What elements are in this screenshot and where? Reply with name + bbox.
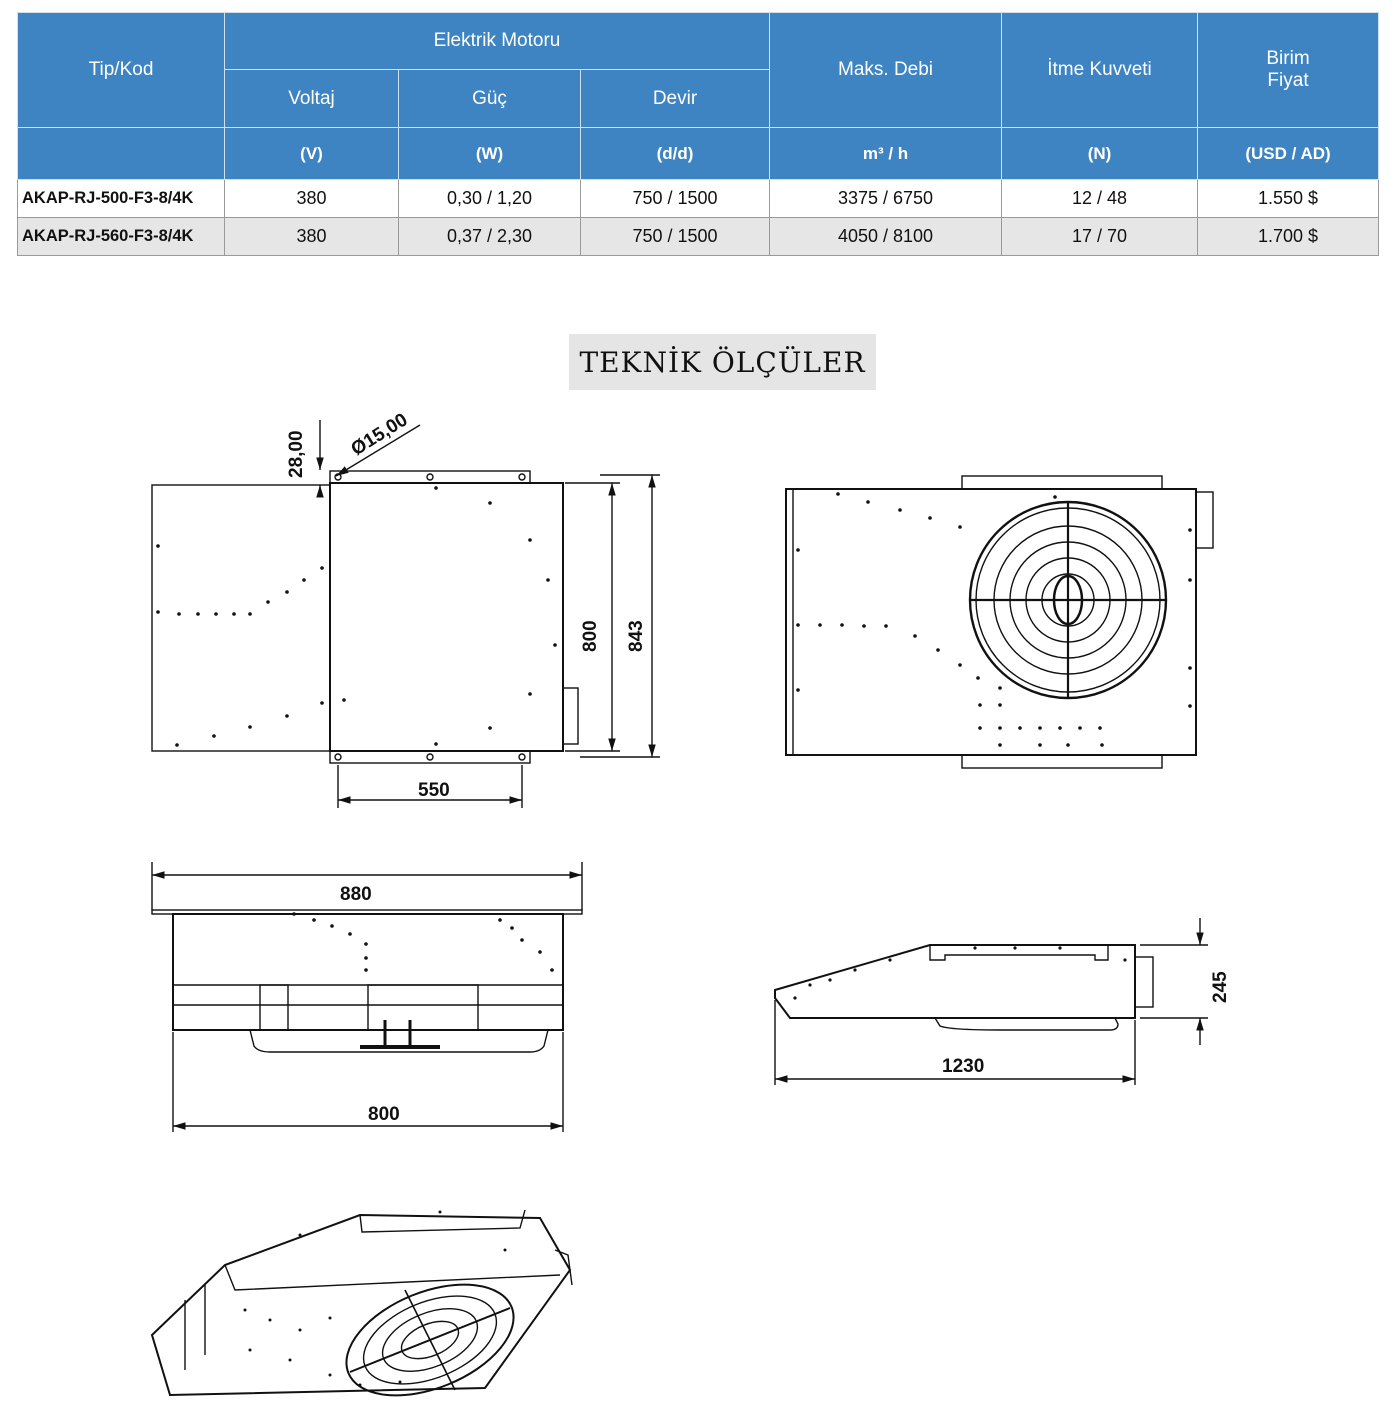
dim-800-top: 800 (580, 620, 601, 652)
header-itme-kuvveti: İtme Kuvveti (1002, 13, 1198, 128)
unit-voltaj: (V) (225, 128, 399, 180)
header-voltaj: Voltaj (225, 70, 399, 128)
header-fiyat-line1: Birim (1266, 48, 1310, 69)
header-elektrik-motoru: Elektrik Motoru (225, 13, 770, 70)
header-devir: Devir (581, 70, 770, 128)
cell-fiyat: 1.550 $ (1198, 180, 1379, 218)
dim-800-front: 800 (368, 1104, 400, 1125)
dim-28: 28,00 (286, 430, 307, 478)
cell-code: AKAP-RJ-500-F3-8/4K (18, 180, 225, 218)
cell-debi: 4050 / 8100 (770, 218, 1002, 256)
cell-itme: 17 / 70 (1002, 218, 1198, 256)
header-tipkod: Tip/Kod (18, 13, 225, 128)
cell-guc: 0,30 / 1,20 (399, 180, 581, 218)
header-fiyat-line2: Fiyat (1267, 70, 1309, 91)
fan-bottom-view-drawing (786, 476, 1213, 768)
unit-guc: (W) (399, 128, 581, 180)
dim-245: 245 (1210, 971, 1231, 1003)
cell-devir: 750 / 1500 (581, 218, 770, 256)
cell-voltaj: 380 (225, 218, 399, 256)
unit-debi: m³ / h (770, 128, 1002, 180)
section-title: TEKNİK ÖLÇÜLER (569, 334, 876, 390)
unit-itme: (N) (1002, 128, 1198, 180)
top-view-drawing (152, 420, 660, 808)
cell-voltaj: 380 (225, 180, 399, 218)
cell-guc: 0,37 / 2,30 (399, 218, 581, 256)
dim-550: 550 (418, 780, 450, 801)
unit-devir: (d/d) (581, 128, 770, 180)
dim-880: 880 (340, 884, 372, 905)
cell-fiyat: 1.700 $ (1198, 218, 1379, 256)
cell-devir: 750 / 1500 (581, 180, 770, 218)
cell-code: AKAP-RJ-560-F3-8/4K (18, 218, 225, 256)
dim-diameter-15: Ø15,00 (347, 409, 412, 461)
header-maks-debi: Maks. Debi (770, 13, 1002, 128)
header-guc: Güç (399, 70, 581, 128)
cell-itme: 12 / 48 (1002, 180, 1198, 218)
isometric-view-drawing (152, 1210, 572, 1406)
cell-debi: 3375 / 6750 (770, 180, 1002, 218)
side-view-drawing (775, 918, 1208, 1085)
dim-1230: 1230 (942, 1056, 985, 1077)
dim-843: 843 (626, 620, 647, 652)
unit-fiyat: (USD / AD) (1198, 128, 1379, 180)
